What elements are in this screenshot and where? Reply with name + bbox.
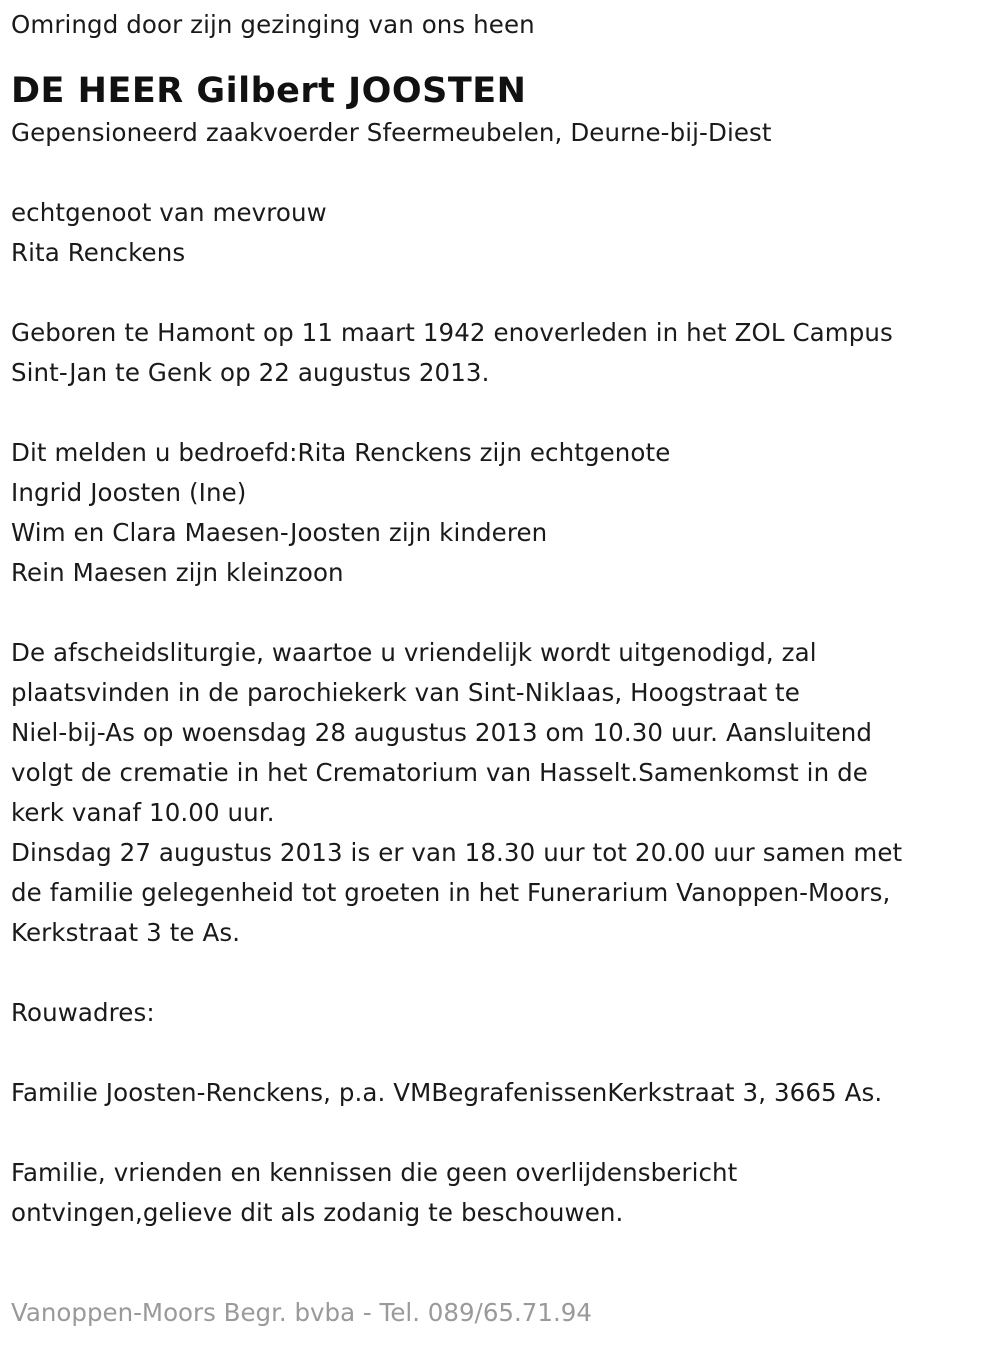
closing-section — [11, 1153, 986, 1233]
family-line: Ingrid Joosten (Ine) — [11, 478, 247, 507]
spacer — [11, 1113, 986, 1153]
spacer — [11, 393, 986, 433]
obituary-notice — [11, 0, 986, 1233]
spacer — [11, 153, 986, 193]
birth-death-section — [11, 313, 986, 393]
spacer — [11, 273, 986, 313]
funeral-home-footer: Vanoppen-Moors Begr. bvba - Tel. 089/65.71.94 — [11, 1298, 592, 1327]
occupation-text: Gepensioneerd zaakvoerder Sfeermeubelen, Deurne-bij-Diest — [11, 118, 772, 147]
family-section — [11, 433, 986, 593]
ceremony-section — [11, 633, 986, 953]
ceremony-line: Niel-bij-As op woensdag 28 augustus 2013 om 10.30 uur. Aansluitend — [11, 718, 873, 747]
spacer — [11, 593, 986, 633]
birth-death-line: Sint-Jan te Genk op 22 augustus 2013. — [11, 358, 490, 387]
intro-text: Omringd door zijn gezinging van ons heen — [11, 10, 535, 39]
closing-line: ontvingen,gelieve dit als zodanig te beschouwen. — [11, 1198, 624, 1227]
closing-line: Familie, vrienden en kennissen die geen overlijdensbericht — [11, 1158, 738, 1187]
ceremony-line: De afscheidsliturgie, waartoe u vriendelijk wordt uitgenodigd, zal — [11, 638, 817, 667]
address-label: Rouwadres: — [11, 998, 155, 1027]
ceremony-line: de familie gelegenheid tot groeten in het Funerarium Vanoppen-Moors, — [11, 878, 891, 907]
spouse-section — [11, 193, 986, 273]
spouse-line: echtgenoot van mevrouw — [11, 198, 327, 227]
ceremony-line: plaatsvinden in de parochiekerk van Sint-Niklaas, Hoogstraat te — [11, 678, 800, 707]
family-line: Wim en Clara Maesen-Joosten zijn kinderen — [11, 518, 548, 547]
ceremony-line: kerk vanaf 10.00 uur. — [11, 798, 275, 827]
birth-death-line: Geboren te Hamont op 11 maart 1942 enoverleden in het ZOL Campus — [11, 318, 893, 347]
spouse-name: Rita Renckens — [11, 238, 186, 267]
ceremony-line: volgt de crematie in het Crematorium van Hasselt.Samenkomst in de — [11, 758, 868, 787]
family-line: Rein Maesen zijn kleinzoon — [11, 558, 344, 587]
mourning-address: Familie Joosten-Renckens, p.a. VMBegrafenissenKerkstraat 3, 3665 As. — [11, 1078, 883, 1107]
ceremony-line: Kerkstraat 3 te As. — [11, 918, 241, 947]
deceased-name: DE HEER Gilbert JOOSTEN — [11, 71, 527, 111]
ceremony-line: Dinsdag 27 augustus 2013 is er van 18.30 uur tot 20.00 uur samen met — [11, 838, 903, 867]
spacer — [11, 1033, 986, 1073]
family-line: Dit melden u bedroefd:Rita Renckens zijn echtgenote — [11, 438, 671, 467]
spacer — [11, 953, 986, 993]
